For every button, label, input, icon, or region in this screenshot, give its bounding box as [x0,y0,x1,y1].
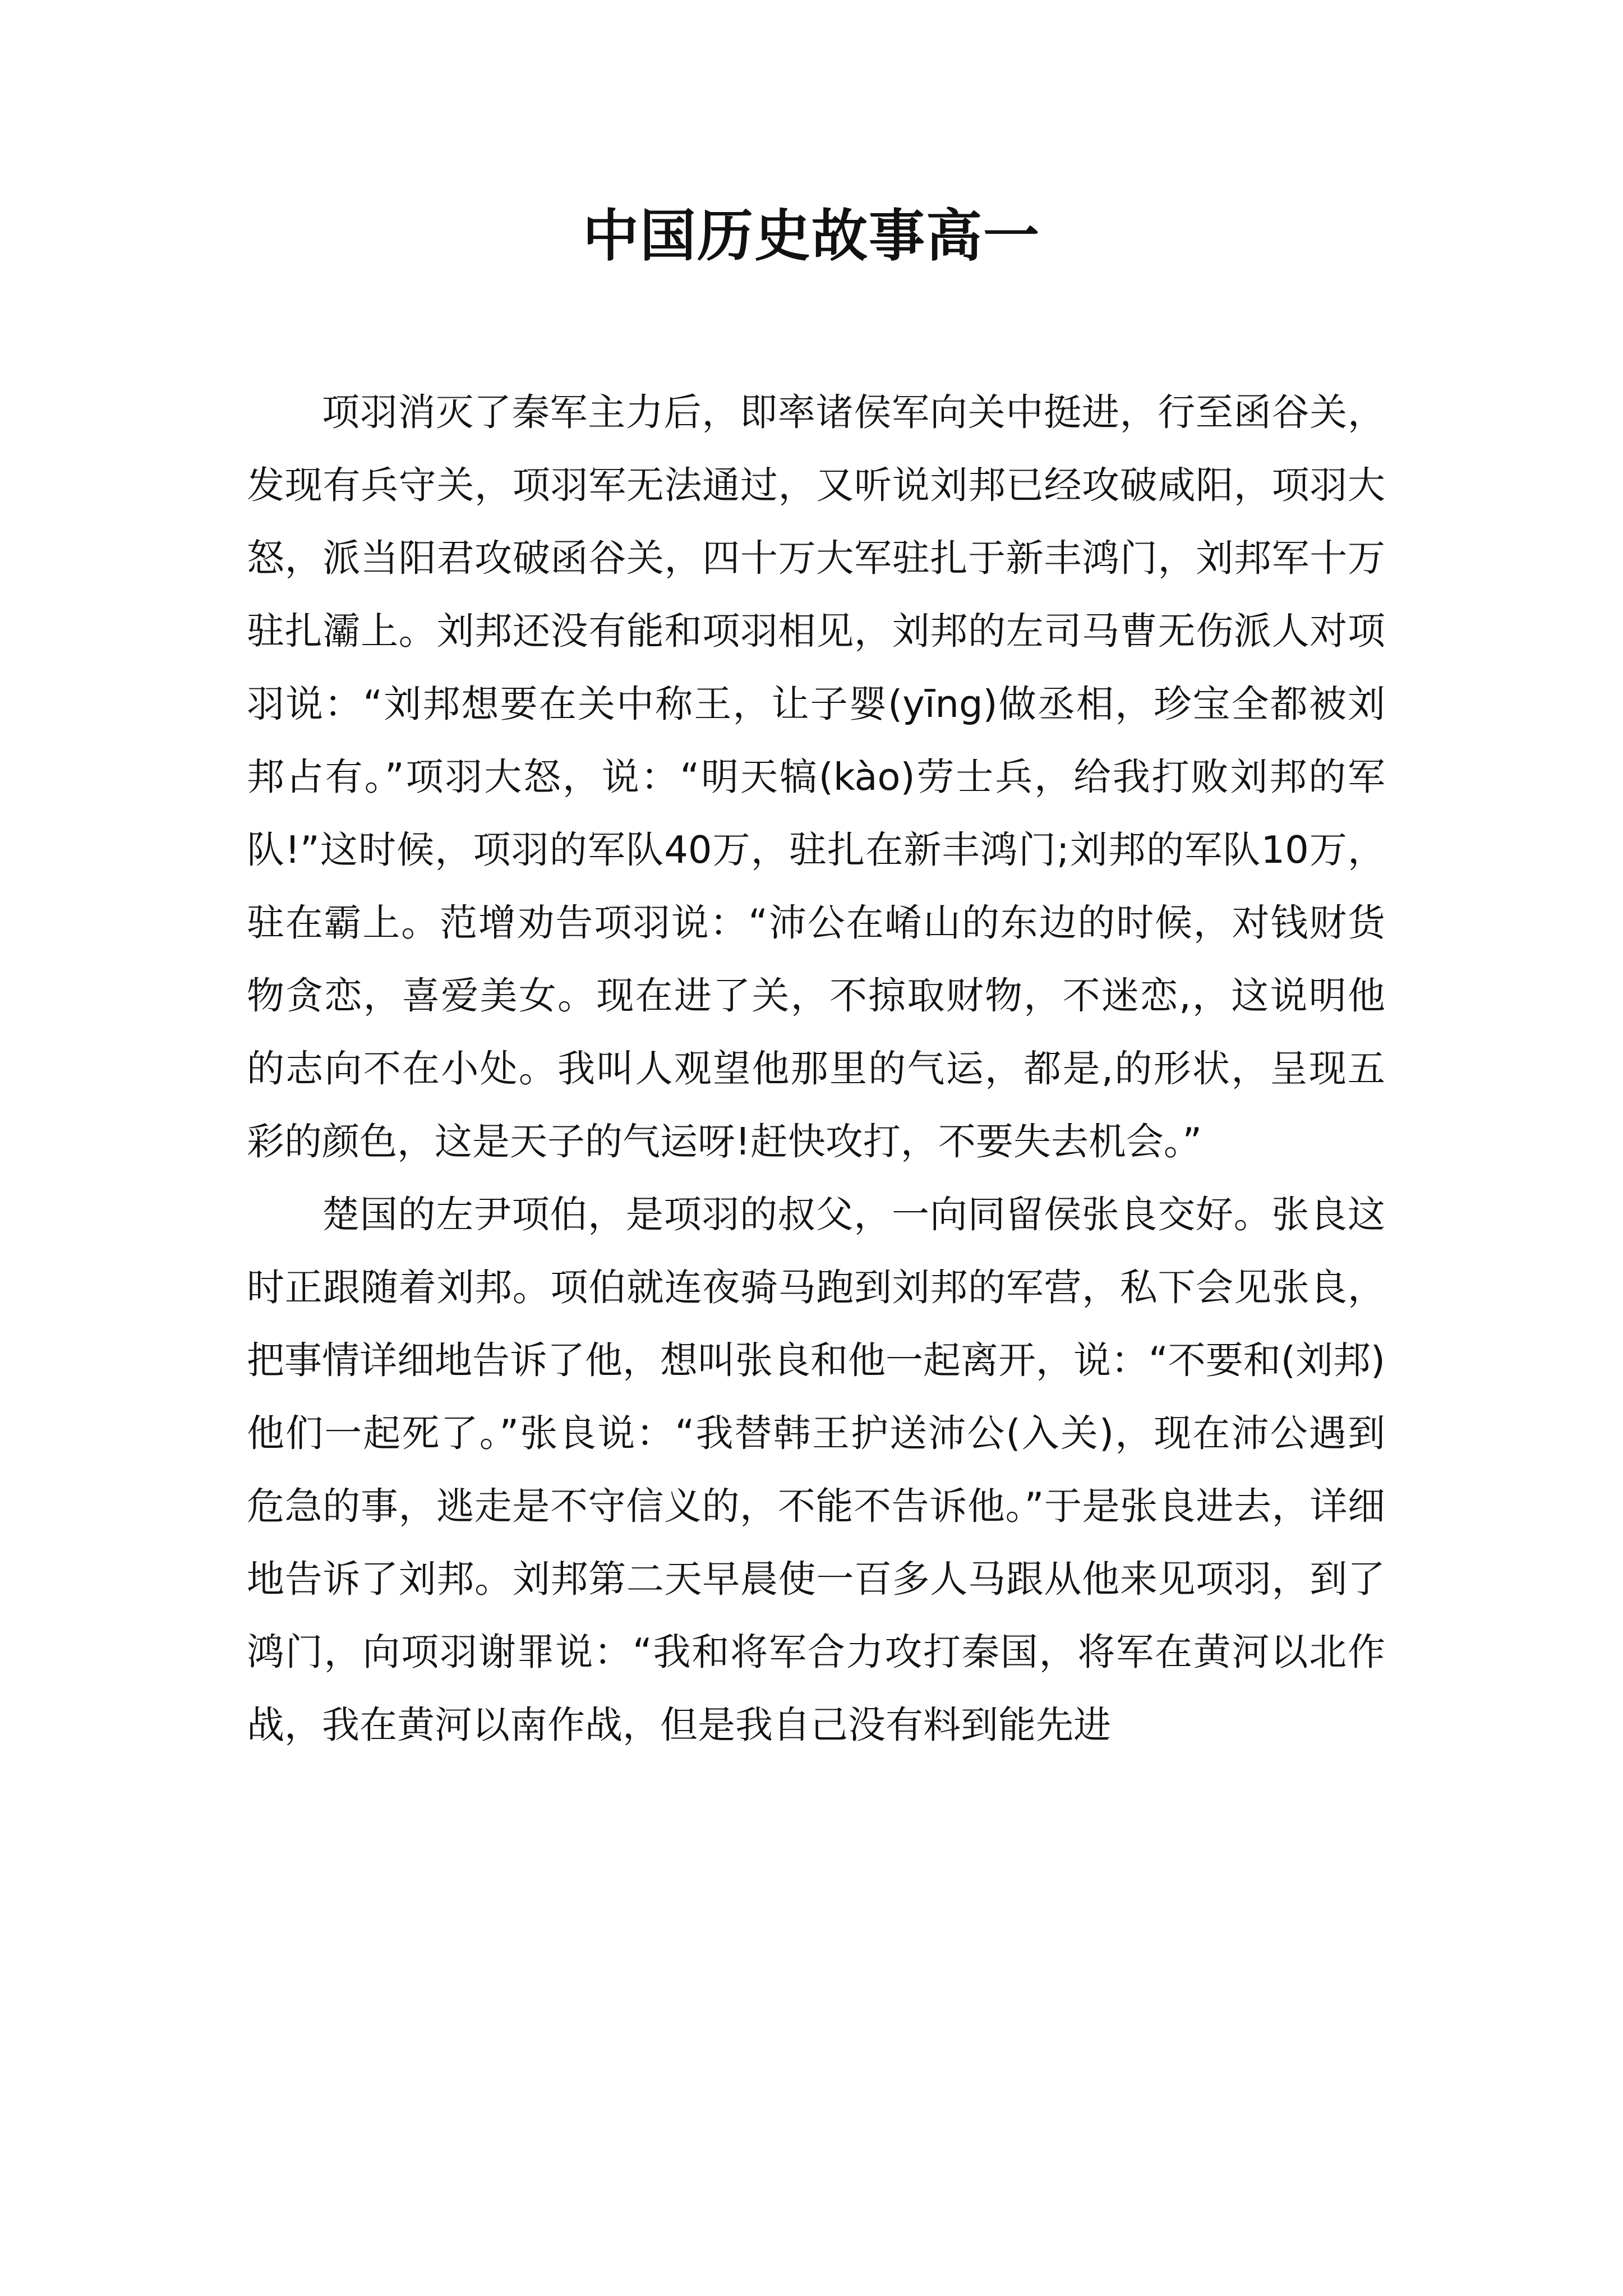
paragraph-1: 项羽消灭了秦军主力后，即率诸侯军向关中挺进，行至函谷关，发现有兵守关，项羽军无法通过，又听说刘邦已经攻破咸阳，项羽大怒，派当阳君攻破函谷关，四十万大军驻扎于新丰鸿门，刘邦军十万驻扎灞上。刘邦还没有能和项羽相见，刘邦的左司马曹无伤派人对项羽说：“刘邦想要在关中称王，让子婴(yīng)做丞相，珍宝全都被刘邦占有。”项羽大怒，说：“明天犒(kào)劳士兵，给我打败刘邦的军队!”这时候，项羽的军队40万，驻扎在新丰鸿门;刘邦的军队10万，驻在霸上。范增劝告项羽说：“沛公在崤山的东边的时候，对钱财货物贪恋，喜爱美女。现在进了关，不掠取财物，不迷恋,，这说明他的志向不在小处。我叫人观望他那里的气运，都是,的形状，呈现五彩的颜色，这是天子的气运呀!赶快攻打，不要失去机会。” [247,390,1385,1163]
document-title: 中国历史故事高一 [583,203,1040,269]
document-body [247,376,1385,1761]
paragraph-2: 楚国的左尹项伯，是项羽的叔父，一向同留侯张良交好。张良这时正跟随着刘邦。项伯就连夜骑马跑到刘邦的军营，私下会见张良，把事情详细地告诉了他，想叫张良和他一起离开，说：“不要和(刘邦)他们一起死了。”张良说：“我替韩王护送沛公(入关)，现在沛公遇到危急的事，逃走是不守信义的，不能不告诉他。”于是张良进去，详细地告诉了刘邦。刘邦第二天早晨使一百多人马跟从他来见项羽，到了鸿门，向项羽谢罪说：“我和将军合力攻打秦国，将军在黄河以北作战，我在黄河以南作战，但是我自己没有料到能先进 [247,1193,1385,1747]
